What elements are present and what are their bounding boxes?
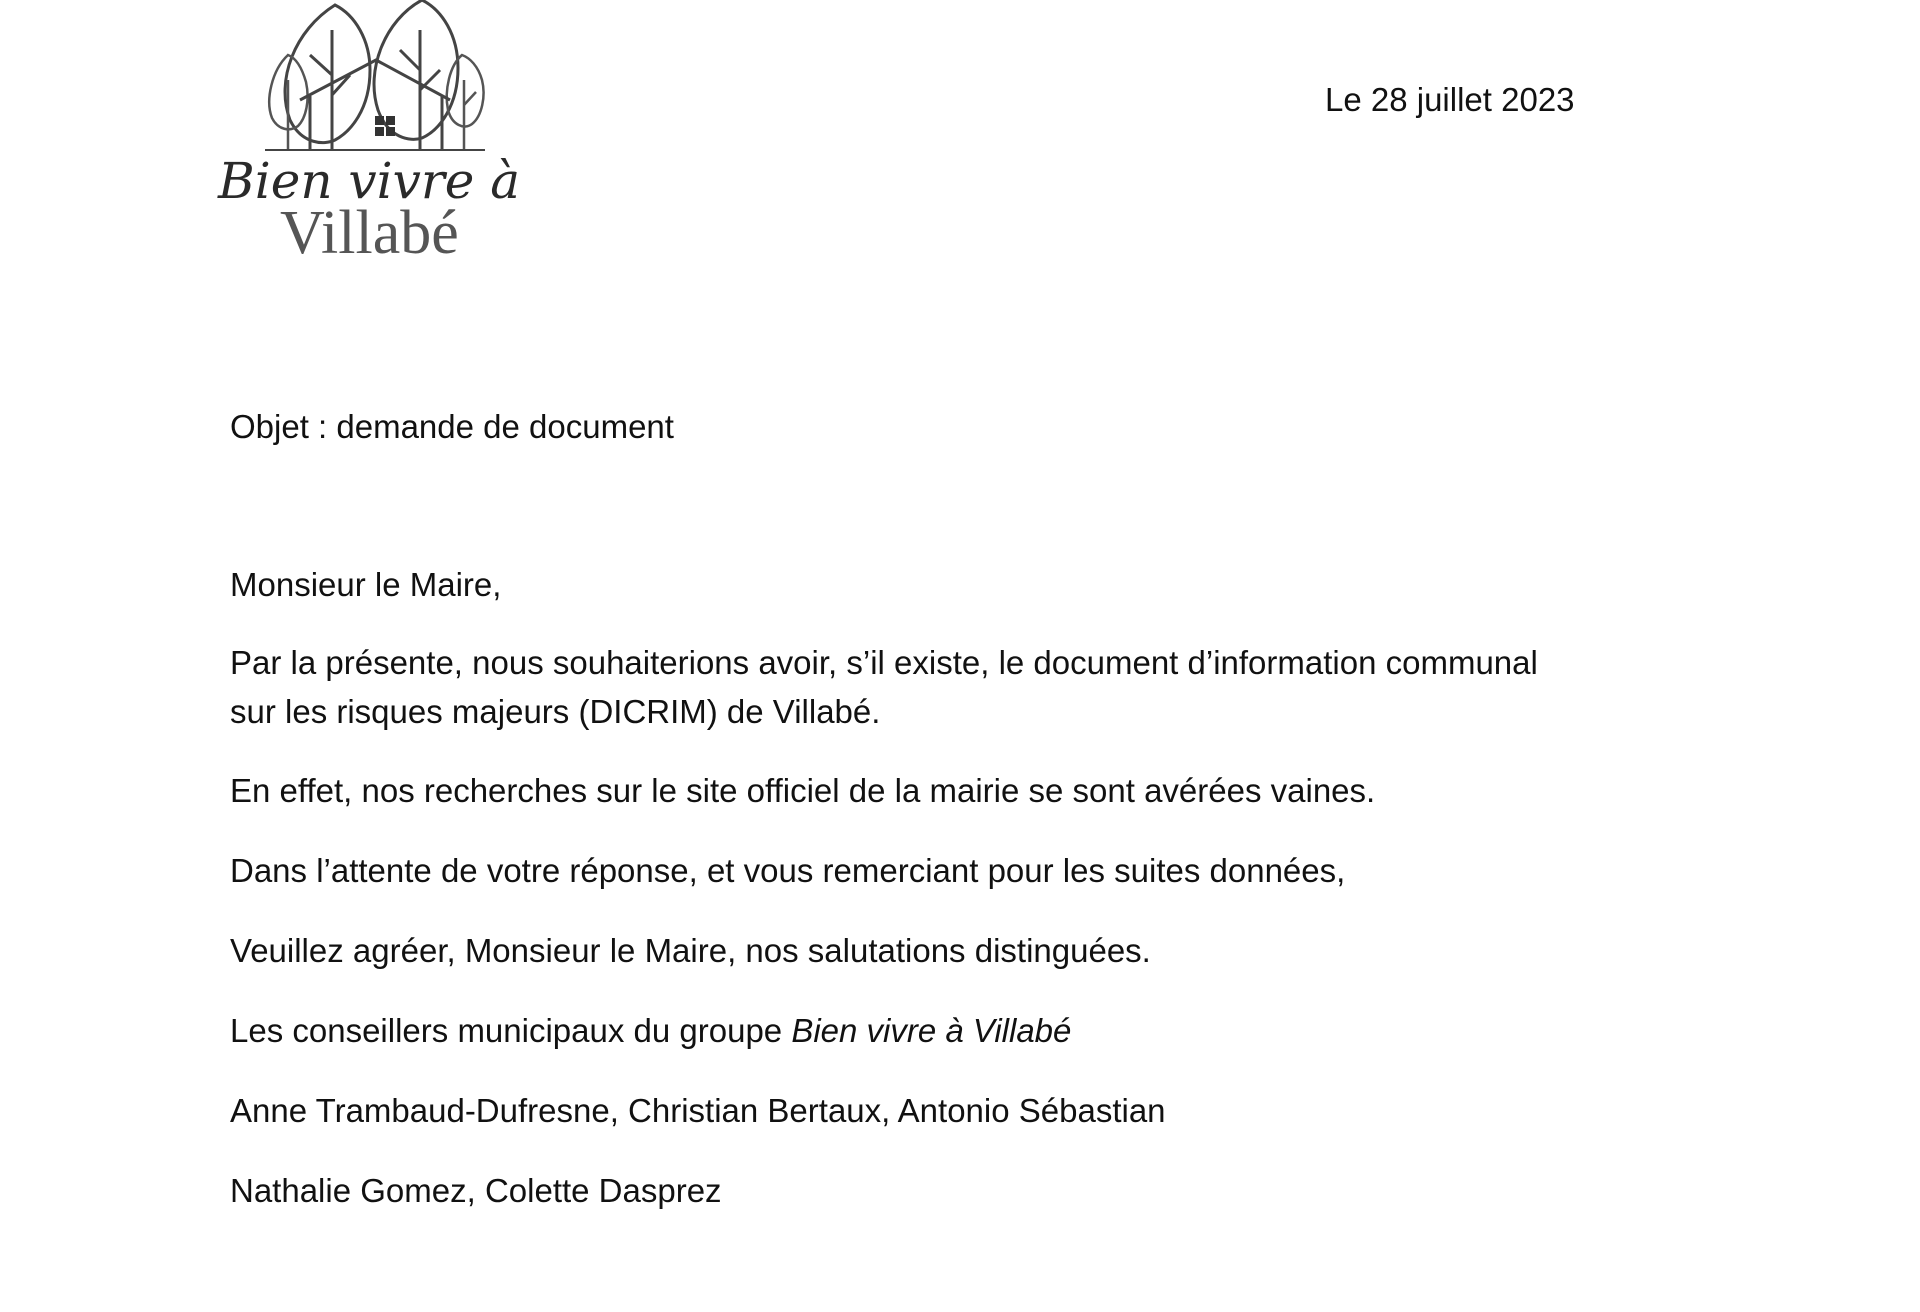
paragraph-closing: Veuillez agréer, Monsieur le Maire, nos salutations distinguées. [230,932,1151,969]
letter-subject: Objet : demande de document [230,408,674,445]
paragraph-request [230,638,1680,736]
association-logo [210,0,540,280]
signatories-line-1: Anne Trambaud-Dufresne, Christian Bertaux, Antonio Sébastian [230,1092,1166,1129]
letter-date: Le 28 juillet 2023 [1325,81,1575,118]
signoff-group-name: Bien vivre à Villabé [791,1012,1072,1049]
paragraph-search: En effet, nos recherches sur le site officiel de la mairie se sont avérées vaines. [230,772,1376,809]
letter-salutation: Monsieur le Maire, [230,566,502,603]
house-trees-logo-icon [210,0,540,280]
paragraph-waiting: Dans l’attente de votre réponse, et vous remerciant pour les suites données, [230,852,1346,889]
logo-name-text: Villabé [280,199,459,267]
signoff-prefix: Les conseillers municipaux du groupe [230,1012,792,1049]
logo-script-text: Bien vivre à [218,152,521,210]
paragraph-request-line-2: sur les risques majeurs (DICRIM) de Villabé. [230,693,881,730]
letter-signoff [230,1006,1680,1055]
signatories-line-2: Nathalie Gomez, Colette Dasprez [230,1172,722,1209]
paragraph-request-line-1: Par la présente, nous souhaiterions avoir, s’il existe, le document d’information communal [230,644,1538,681]
